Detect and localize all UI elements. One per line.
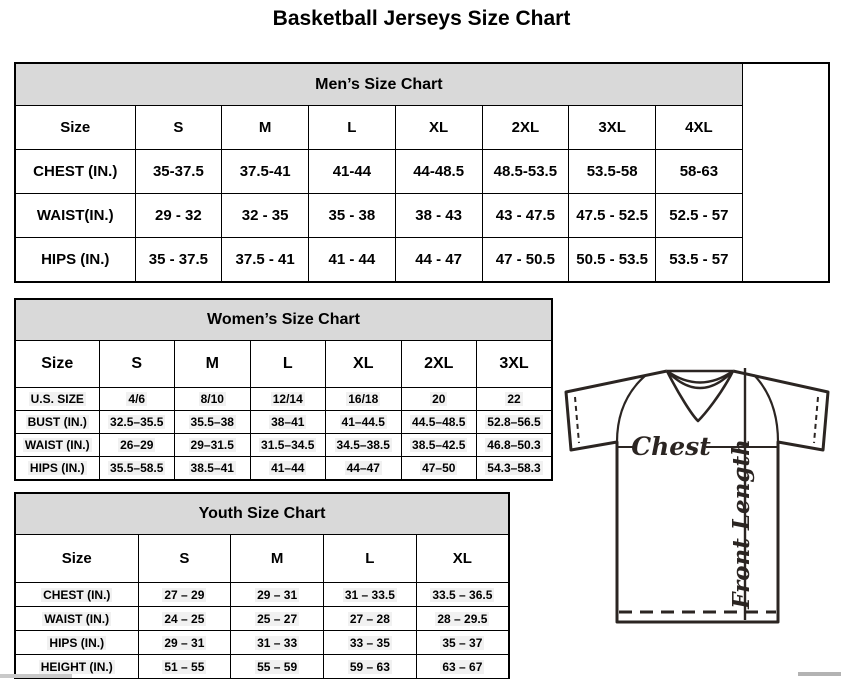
jersey-outline [566,371,828,622]
cell-text: 33.5 – 36.5 [432,587,493,602]
row-label [15,411,99,434]
cell-text: 29 – 31 [164,635,205,650]
cell-text: 24 – 25 [164,611,205,626]
size-value-cell [175,457,251,481]
column-header: S [135,106,222,150]
cell-text: HIPS (IN.) [49,635,105,650]
size-value-cell [175,388,251,411]
size-value-cell: 32 - 35 [222,194,309,238]
column-header: 3XL [569,106,656,150]
column-header: S [138,535,231,583]
table-row [15,457,552,481]
cell-text: 26–29 [120,438,154,452]
table-row [15,655,509,679]
size-value-cell [401,411,477,434]
youth-chart-title: Youth Size Chart [15,493,509,535]
size-value-cell [324,655,417,679]
cell-text: 41–44 [271,461,305,475]
cell-text: 29 – 31 [257,587,298,602]
column-header: XL [416,535,509,583]
jersey-diagram-icon [558,358,843,628]
size-value-cell [326,388,402,411]
table-row [15,194,829,238]
cell-text: 38–41 [271,415,305,429]
size-value-cell: 58-63 [656,150,743,194]
cell-text: HEIGHT (IN.) [40,659,113,674]
size-value-cell [250,411,326,434]
collar-band-arc-2 [668,372,732,388]
cell-text: 55 – 59 [257,659,298,674]
size-value-cell [231,607,324,631]
size-value-cell: 48.5-53.5 [482,150,569,194]
size-value-cell [416,583,509,607]
column-header: L [324,535,417,583]
cell-text: 35.5–58.5 [110,461,164,475]
column-header: 3XL [477,341,553,388]
mens-size-table [14,62,830,283]
cell-text: 52.8–56.5 [487,415,541,429]
cell-text: 41–44.5 [341,415,385,429]
cell-text: 44.5–48.5 [412,415,466,429]
size-value-cell: 38 - 43 [395,194,482,238]
size-value-cell [99,457,175,481]
table-row [15,411,552,434]
size-value-cell [326,457,402,481]
cell-text: 31 – 33.5 [344,587,395,602]
table-row [15,631,509,655]
size-value-cell [138,655,231,679]
cell-text: 47–50 [422,461,456,475]
cell-text: 31.5–34.5 [261,438,315,452]
column-header: M [231,535,324,583]
cell-text: 34.5–38.5 [336,438,390,452]
scrollbar-fragment-right [798,672,841,676]
cell-text: 27 – 28 [349,611,390,626]
size-value-cell: 41 - 44 [309,238,396,283]
cell-text: 25 – 27 [257,611,298,626]
row-label [15,607,138,631]
mens-header-row [15,106,829,150]
cell-text: 32.5–35.5 [110,415,164,429]
size-value-cell [231,655,324,679]
size-value-cell [401,434,477,457]
sleeve-cuff-dash-right [814,397,818,443]
cell-text: BUST (IN.) [27,415,87,429]
cell-text: 46.8–50.3 [487,438,541,452]
size-value-cell: 47.5 - 52.5 [569,194,656,238]
size-value-cell: 53.5-58 [569,150,656,194]
table-row [15,607,509,631]
column-header: XL [395,106,482,150]
size-value-cell [324,583,417,607]
size-value-cell: 35-37.5 [135,150,222,194]
youth-size-table [14,492,510,679]
cell-text: 20 [432,392,446,406]
size-value-cell [477,411,553,434]
column-header: Size [15,106,135,150]
size-value-cell: 43 - 47.5 [482,194,569,238]
size-value-cell [477,434,553,457]
size-value-cell: 50.5 - 53.5 [569,238,656,283]
size-value-cell [138,583,231,607]
row-label [15,388,99,411]
cell-text: 38.5–41 [190,461,234,475]
chest-label: Chest [631,432,711,461]
size-value-cell [416,631,509,655]
table-row [15,388,552,411]
cell-text: 16/18 [348,392,379,406]
table-row [15,434,552,457]
size-value-cell: 35 - 37.5 [135,238,222,283]
row-label [15,631,138,655]
row-label: HIPS (IN.) [15,238,135,283]
size-value-cell [250,434,326,457]
size-value-cell [477,388,553,411]
womens-chart-title: Women’s Size Chart [15,299,552,341]
cell-text: 59 – 63 [349,659,390,674]
size-value-cell: 44-48.5 [395,150,482,194]
column-header: Size [15,535,138,583]
cell-text: U.S. SIZE [30,392,84,406]
size-value-cell [326,411,402,434]
cell-text: 35 – 37 [442,635,483,650]
cell-text: 8/10 [200,392,224,406]
size-value-cell: 29 - 32 [135,194,222,238]
size-value-cell: 37.5 - 41 [222,238,309,283]
womens-size-table [14,298,553,481]
cell-text: 44–47 [346,461,380,475]
cell-text: 29–31.5 [190,438,234,452]
size-value-cell [477,457,553,481]
size-value-cell [416,607,509,631]
cell-text: 27 – 29 [164,587,205,602]
row-label [15,457,99,481]
cell-text: WAIST (IN.) [44,611,110,626]
size-value-cell: 52.5 - 57 [656,194,743,238]
size-value-cell [401,457,477,481]
scrollbar-fragment-left [0,674,72,678]
cell-text: 22 [507,392,521,406]
column-header: Size [15,341,99,388]
column-header: L [250,341,326,388]
cell-text: 31 – 33 [257,635,298,650]
row-label [15,583,138,607]
size-value-cell [416,655,509,679]
column-header: 2XL [482,106,569,150]
column-header: S [99,341,175,388]
cell-text: 54.3–58.3 [487,461,541,475]
column-header: 4XL [656,106,743,150]
size-value-cell: 35 - 38 [309,194,396,238]
size-value-cell: 47 - 50.5 [482,238,569,283]
armhole-seam-right [754,375,778,442]
size-value-cell: 44 - 47 [395,238,482,283]
page-title: Basketball Jerseys Size Chart [272,7,571,30]
size-value-cell [401,388,477,411]
size-value-cell: 41-44 [309,150,396,194]
column-header: L [309,106,396,150]
size-value-cell [175,411,251,434]
size-value-cell [250,457,326,481]
size-value-cell [175,434,251,457]
row-label [15,434,99,457]
size-value-cell [99,411,175,434]
cell-text: 33 – 35 [349,635,390,650]
table-row [15,583,509,607]
size-value-cell [99,434,175,457]
size-value-cell [250,388,326,411]
row-label: CHEST (IN.) [15,150,135,194]
size-value-cell [231,631,324,655]
cell-text: 4/6 [128,392,146,406]
front-length-label: Front Length [728,439,755,609]
womens-header-row [15,341,552,388]
youth-header-row [15,535,509,583]
column-header: 2XL [401,341,477,388]
size-value-cell [138,631,231,655]
cell-text: 63 – 67 [442,659,483,674]
cell-text: 51 – 55 [164,659,205,674]
size-value-cell: 53.5 - 57 [656,238,743,283]
cell-text: 38.5–42.5 [412,438,466,452]
size-value-cell [324,607,417,631]
cell-text: CHEST (IN.) [43,587,111,602]
cell-text: HIPS (IN.) [29,461,85,475]
cell-text: 28 – 29.5 [437,611,488,626]
column-header: XL [326,341,402,388]
column-header: M [175,341,251,388]
size-value-cell: 37.5-41 [222,150,309,194]
size-value-cell [231,583,324,607]
mens-chart-title: Men’s Size Chart [15,63,742,106]
cell-text: 35.5–38 [190,415,234,429]
row-label: WAIST(IN.) [15,194,135,238]
sleeve-cuff-dash-left [575,397,579,443]
cell-text: WAIST (IN.) [24,438,90,452]
table-row [15,238,829,283]
size-value-cell [99,388,175,411]
table-row [15,150,829,194]
jersey-measurement-diagram [558,358,843,628]
cell-text: 12/14 [272,392,303,406]
column-header: M [222,106,309,150]
size-value-cell [326,434,402,457]
size-value-cell [324,631,417,655]
size-value-cell [138,607,231,631]
